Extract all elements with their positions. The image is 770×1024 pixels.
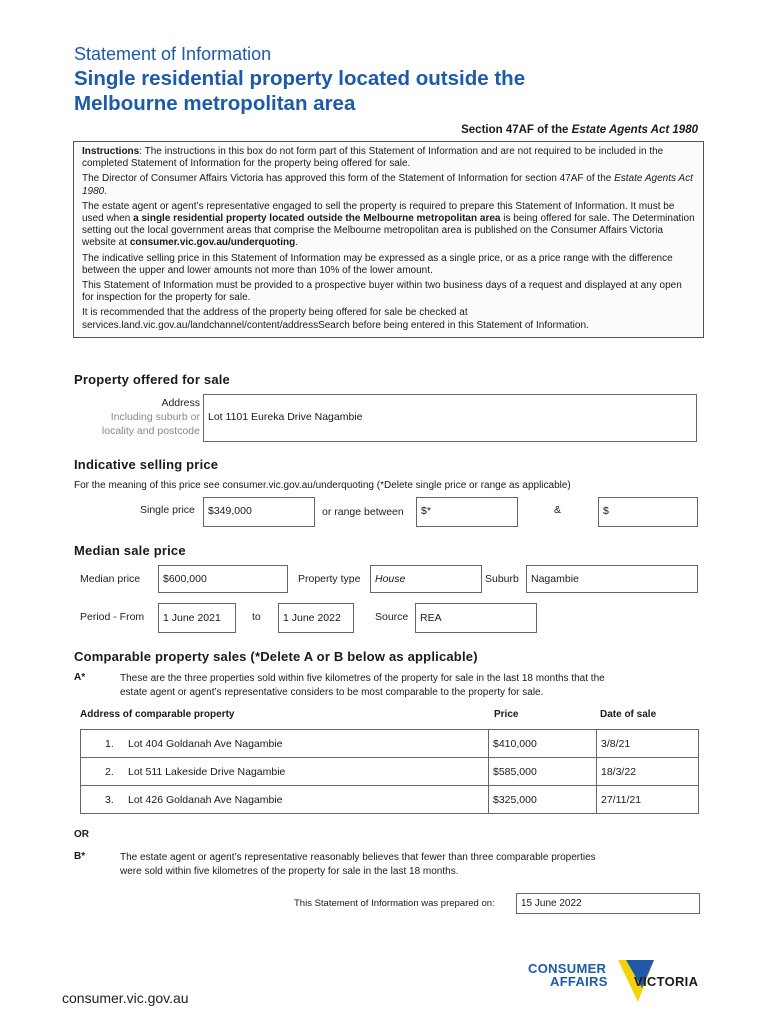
median-price-field[interactable]: $600,000 [158,565,288,593]
row-number: 3. [105,794,114,806]
instructions-p3-bold: a single residential property located outside the Melbourne metropolitan area [133,213,501,225]
consumer-affairs-logo [528,958,704,1006]
source-label: Source [375,611,409,623]
logo-line-3: VICTORIA [634,974,699,989]
instructions-p2-end: . [104,185,108,197]
col-price-header: Price [494,709,519,720]
col-address-header: Address of comparable property [80,709,235,720]
range-high-field[interactable]: $ [598,497,698,527]
indicative-note: For the meaning of this price see consumer.vic.gov.au/underquoting (*Delete single price or range as applicable) [74,480,571,491]
or-label: OR [74,829,89,840]
median-price-label: Median price [80,573,141,585]
prepared-date-field[interactable]: 15 June 2022 [516,893,700,914]
section-prefix: Section 47AF of the [461,124,572,136]
suburb-label: Suburb [485,573,519,585]
instructions-p2-text: The Director of Consumer Affairs Victoria has approved this form of the Statement of Information for section 47AF of the [82,173,615,185]
option-b-label: B* [74,851,86,862]
option-b-text-1: The estate agent or agent’s representative reasonably believes that fewer than three comparable properties [120,852,596,863]
indicative-heading: Indicative selling price [74,457,219,472]
instructions-p2-act: Estate Agents Act 1980 [82,173,693,197]
single-price-field[interactable]: $349,000 [203,497,315,527]
row-address[interactable]: Lot 511 Lakeside Drive Nagambie [128,766,286,778]
footer-url[interactable]: consumer.vic.gov.au [62,990,189,1006]
period-from-field[interactable]: 1 June 2021 [158,603,236,633]
instructions-p1 [82,146,695,170]
period-from-label: Period - From [80,611,145,623]
row-number: 1. [105,738,114,750]
table-row [80,785,699,814]
property-type-label: Property type [298,573,361,585]
source-field[interactable]: REA [415,603,537,633]
row-number: 2. [105,766,114,778]
title-line-1: Single residential property located outside the [74,67,526,90]
range-low-field[interactable]: $* [416,497,518,527]
section-reference [461,124,698,136]
address-label [78,396,200,438]
row-price[interactable]: $585,000 [488,758,596,785]
suburb-field[interactable]: Nagambie [526,565,698,593]
comparable-heading: Comparable property sales (*Delete A or B below as applicable) [74,649,478,664]
section-act: Estate Agents Act 1980 [571,124,698,136]
option-b-text-2: were sold within five kilometres of the property for sale in the last 18 months. [120,866,459,877]
instructions-p2 [82,173,695,197]
instructions-p5: This Statement of Information must be provided to a prospective buyer within two business days of a request and displayed at any open for inspection for the property for sale. [82,280,682,304]
row-date[interactable]: 27/11/21 [596,786,700,813]
table-row [80,729,699,758]
title-line-2: Melbourne metropolitan area [74,92,356,115]
row-price[interactable]: $410,000 [488,730,596,757]
option-a-text-2: estate agent or agent’s representative considers to be most comparable to the property for sale. [120,687,544,698]
property-type-field[interactable]: House [370,565,482,593]
instructions-p3 [82,201,695,250]
range-label: or range between [322,506,404,518]
instructions-p3-b: is being offered for sale. The Determination setting out the local government areas that comprise the Melbourne metropolitan area is published on the Consumer Affairs Victoria website at [82,213,695,249]
row-address[interactable]: Lot 426 Goldanah Ave Nagambie [128,794,283,806]
single-price-label: Single price [140,504,195,516]
instructions-box [73,141,704,338]
instructions-p3-a: The estate agent or agent’s representative engaged to sell the property is required to prepare this Statement of Information. It must be used when [82,200,675,225]
statement-heading: Statement of Information [74,44,272,64]
address-label-line3: locality and postcode [101,425,200,437]
logo-line-2: AFFAIRS [550,974,608,989]
row-address[interactable]: Lot 404 Goldanah Ave Nagambie [128,738,283,750]
range-ampersand: & [554,504,562,516]
address-label-line2: Including suburb or [110,411,200,423]
property-heading: Property offered for sale [74,372,230,387]
option-a-text [120,672,605,700]
row-date[interactable]: 3/8/21 [596,730,700,757]
instructions-p3-end: . [295,237,298,249]
col-date-header: Date of sale [600,709,657,720]
prepared-label: This Statement of Information was prepared on: [294,898,495,909]
instructions-label: Instructions [82,146,140,157]
option-b-text [120,851,596,879]
instructions-p1-text: : The instructions in this box do not form part of this Statement of Information and are not required to be included in the completed Statement of Information for the property being offered for sale. [82,146,664,170]
option-a-text-1: These are the three properties sold within five kilometres of the property for sale in the last 18 months that the [120,673,605,684]
period-to-label: to [252,611,261,623]
document-title [74,66,714,116]
option-a-label: A* [74,672,86,683]
row-price[interactable]: $325,000 [488,786,596,813]
median-heading: Median sale price [74,543,186,558]
instructions-p4: The indicative selling price in this Statement of Information may be expressed as a single price, or as a price range with the difference between the upper and lower amounts not more than 10% of the lower amount. [82,252,673,276]
underquoting-link[interactable]: consumer.vic.gov.au/underquoting [129,237,296,249]
instructions-p6: It is recommended that the address of the property being offered for sale be checked at services.land.vic.gov.au/landchannel/content/addressSearch before being entered in this Statement of Information. [82,307,589,331]
period-to-field[interactable]: 1 June 2022 [278,603,354,633]
address-field[interactable]: Lot 1101 Eureka Drive Nagambie [203,394,697,442]
row-date[interactable]: 18/3/22 [596,758,700,785]
address-label-line1: Address [161,397,200,409]
logo-line-1: CONSUMER [528,961,607,976]
table-row [80,757,699,786]
